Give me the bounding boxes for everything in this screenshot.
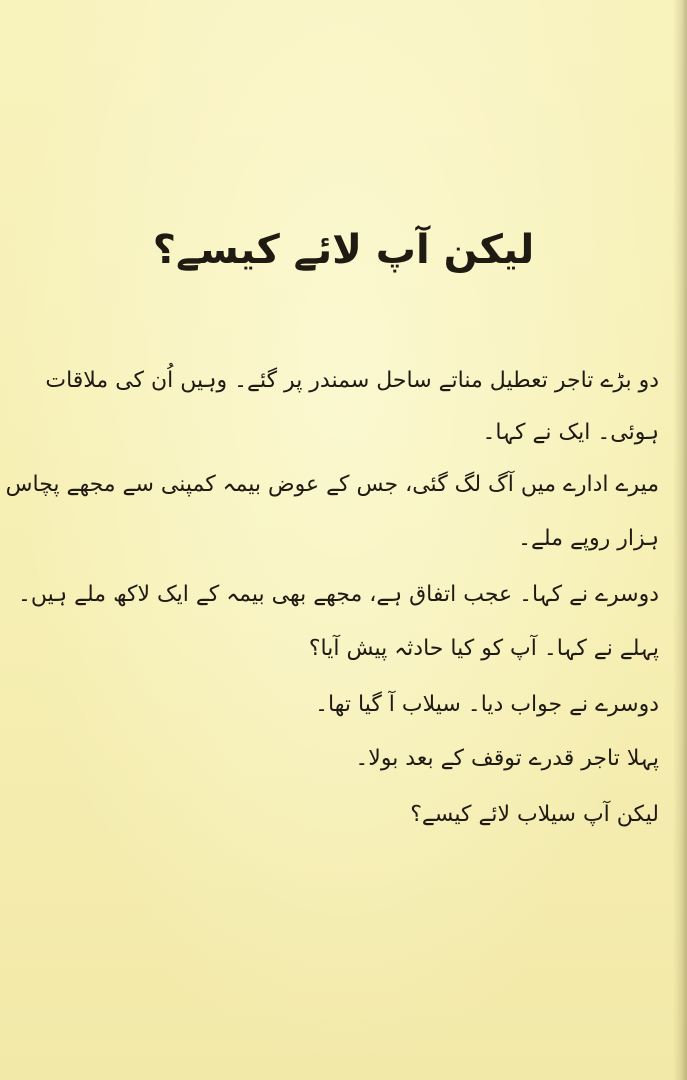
story-line-5: دوسرے نے کہا۔ عجب اتفاق ہے، مجھے بھی بیمہ کے ایک لاکھ ملے ہیں۔ — [17, 582, 659, 607]
story-line-3: میرے ادارے میں آگ لگ گئی، جس کے عوض بیمہ کمپنی سے مجھے پچاس — [5, 472, 659, 497]
story-line-1: دو بڑے تاجر تعطیل مناتے ساحل سمندر پر گئے۔ وہیں اُن کی ملاقات — [45, 368, 659, 393]
page-edge-shadow — [673, 0, 687, 1080]
story-line-9: لیکن آپ سیلاب لائے کیسے؟ — [410, 802, 659, 827]
story-line-4: ہزار روپے ملے۔ — [518, 526, 659, 551]
story-line-2: ہوئی۔ ایک نے کہا۔ — [482, 420, 659, 445]
story-line-7: دوسرے نے جواب دیا۔ سیلاب آ گیا تھا۔ — [315, 692, 659, 717]
story-line-6: پہلے نے کہا۔ آپ کو کیا حادثہ پیش آیا؟ — [308, 636, 659, 661]
story-line-8: پہلا تاجر قدرے توقف کے بعد بولا۔ — [355, 746, 659, 771]
story-title: لیکن آپ لائے کیسے؟ — [152, 227, 535, 273]
